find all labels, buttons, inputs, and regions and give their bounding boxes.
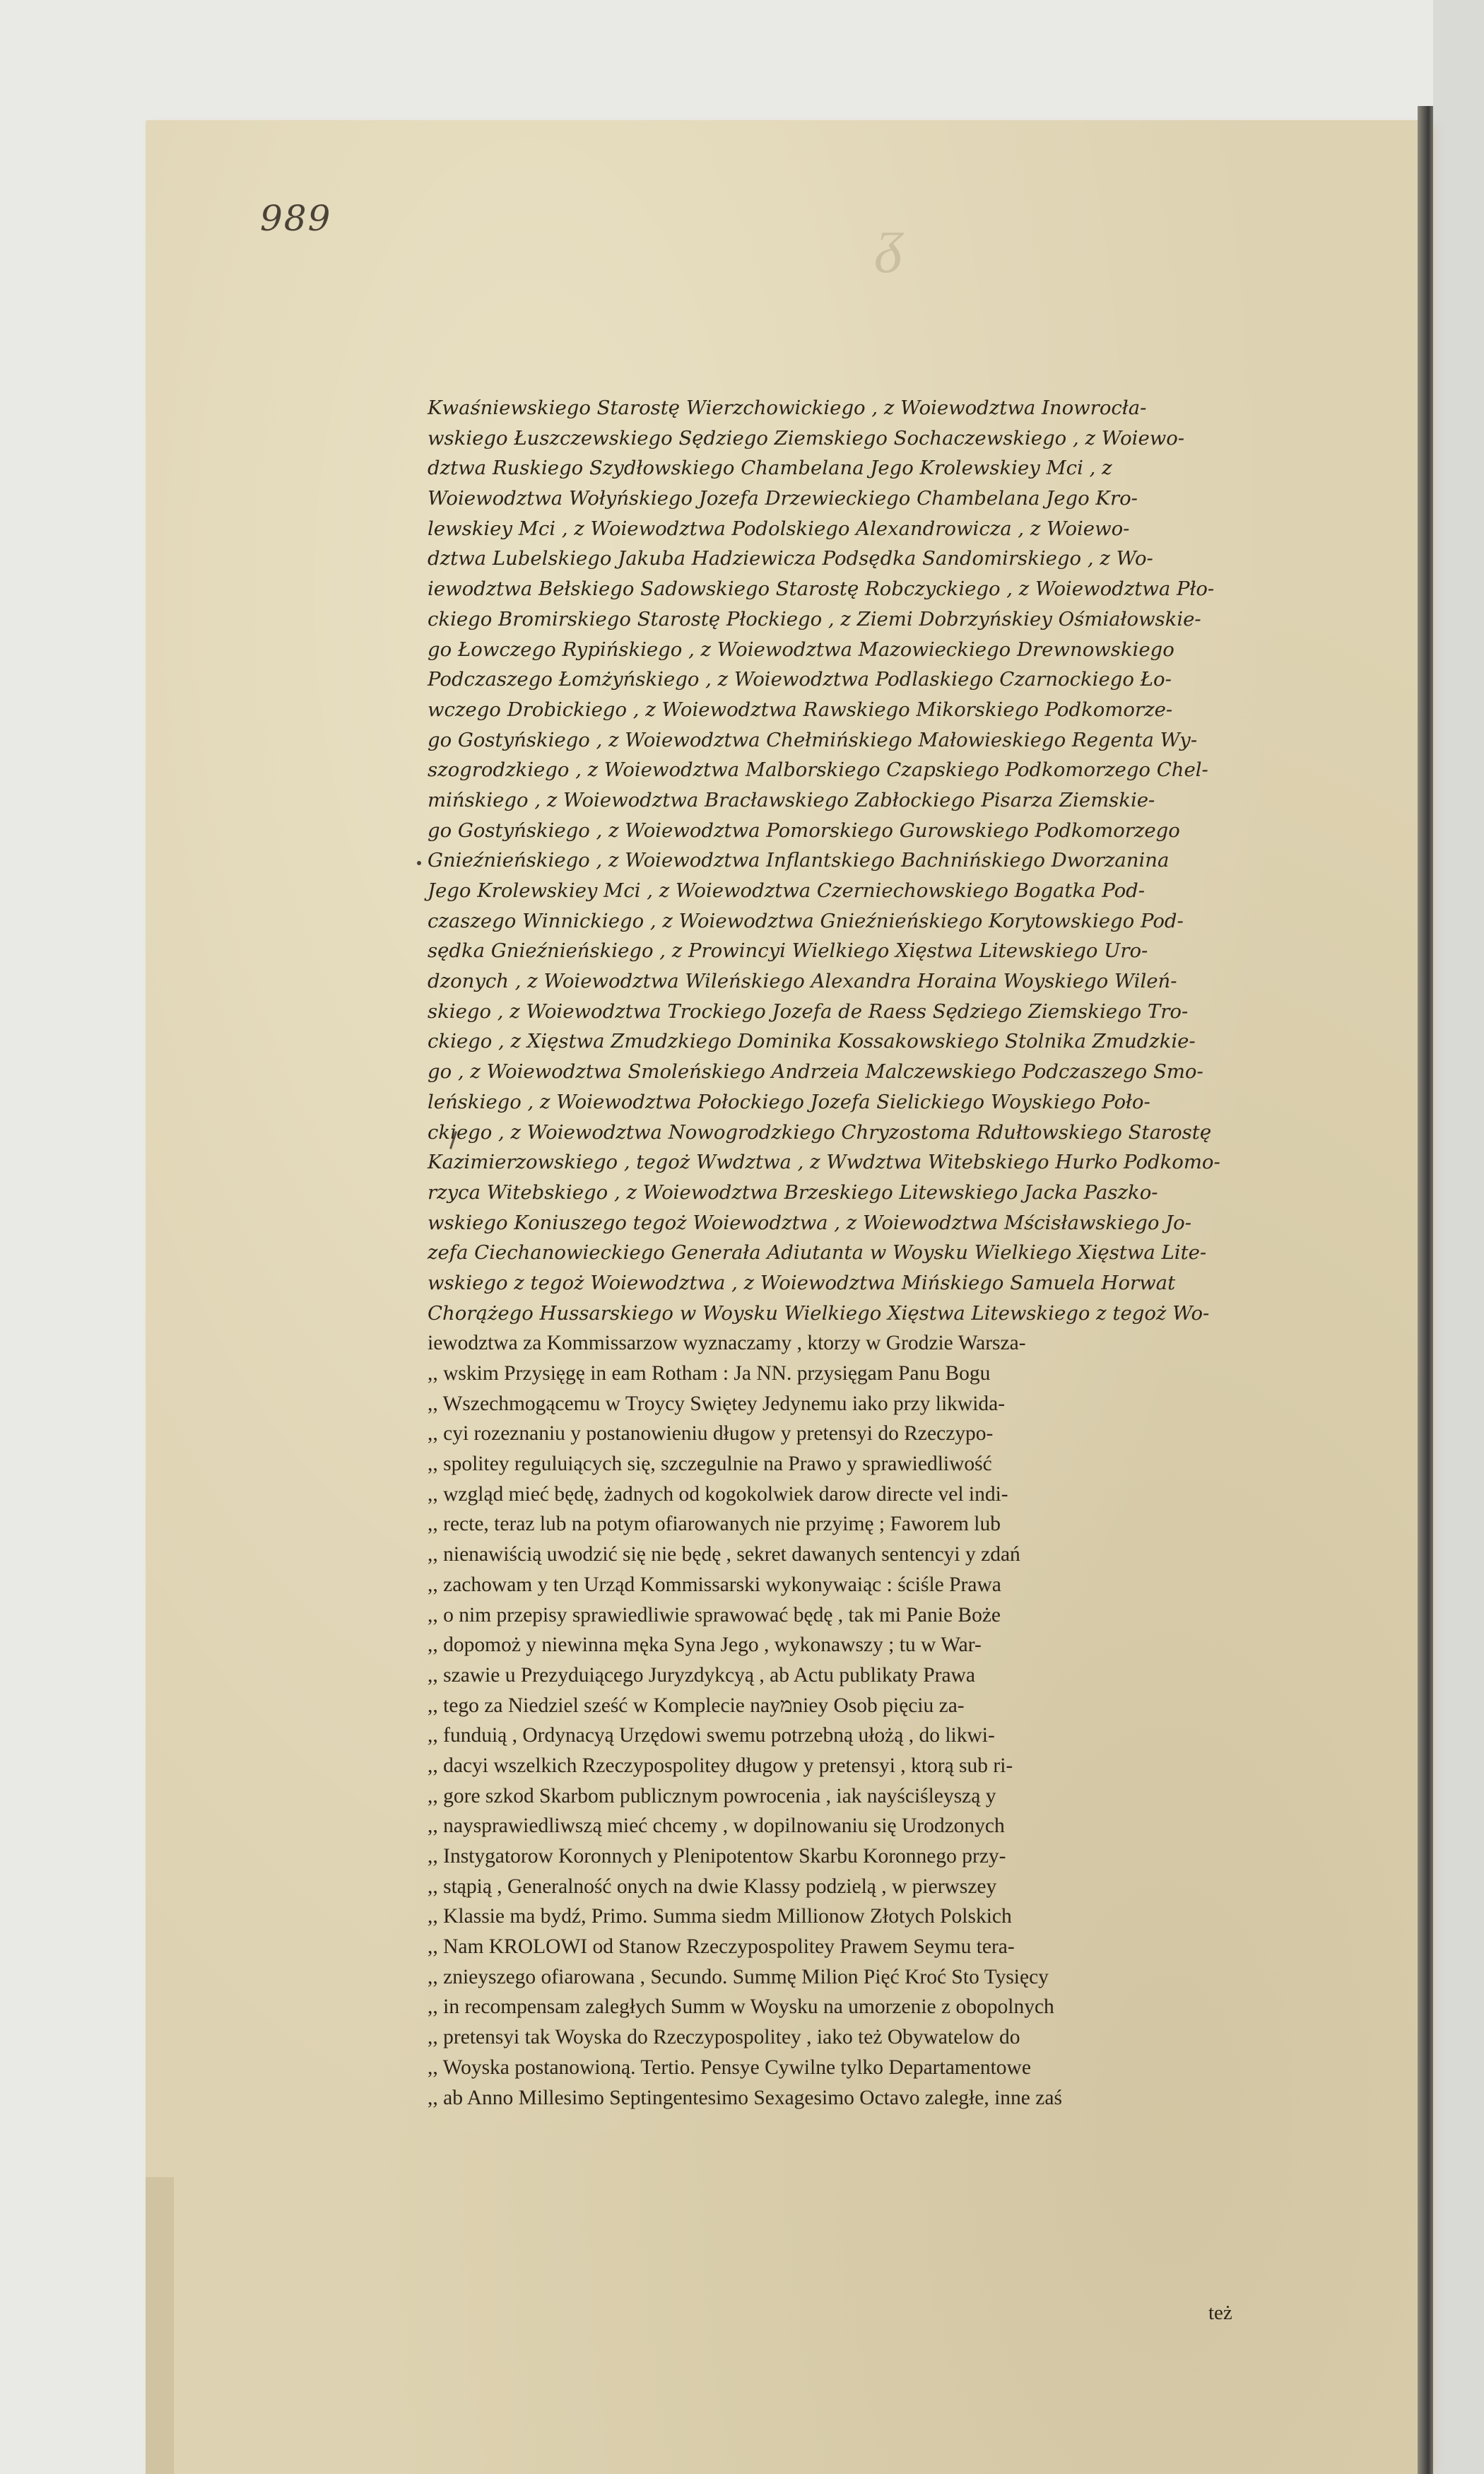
text-line: dztwa Lubelskiego Jakuba Hadziewicza Podsędka Sandomirskiego , z Wo- — [428, 547, 1153, 570]
text-line: mińskiego , z Woiewodztwa Bracławskiego Zabłockiego Pisarza Ziemskie- — [428, 788, 1155, 811]
text-line: wskiego z tegoż Woiewodztwa , z Woiewodztwa Mińskiego Samuela Horwat — [428, 1271, 1176, 1294]
text-line: Kwaśniewskiego Starostę Wierzchowickiego , z Woiewodztwa Inowrocła- — [428, 397, 1147, 419]
text-line: zefa Ciechanowieckiego Generała Adiutanta w Woysku Wielkiego Xięstwa Lite- — [428, 1241, 1207, 1265]
text-line: ,, szawie u Prezyduiącego Juryzdykcyą , ab Actu publikaty Prawa — [428, 1663, 975, 1687]
margin-dot — [417, 861, 421, 865]
text-line: ,, cyi rozeznaniu y postanowieniu długow y pretensyi do Rzeczypo- — [428, 1422, 994, 1446]
text-line: ,, funduią , Ordynacyą Urzędowi swemu potrzebną ułożą , do likwi- — [428, 1724, 995, 1747]
text-line: rzyca Witebskiego , z Woiewodztwa Brzeskiego Litewskiego Jacka Paszko- — [428, 1180, 1158, 1204]
bleed-through-mark: ᵹ — [876, 205, 905, 274]
text-line: ,, Nam KROLOWI od Stanow Rzeczypospolitey Prawem Seymu tera- — [428, 1935, 1015, 1959]
text-line: ckiego , z Xięstwa Zmudzkiego Dominika Kossakowskiego Stolnika Zmudzkie- — [428, 1030, 1196, 1053]
text-line: lewskiey Mci , z Woiewodztwa Podolskiego Alexandrowicza , z Woiewo- — [428, 517, 1130, 540]
text-line: ,, stąpią , Generalność onych na dwie Klassy podzielą , w pierwszey — [428, 1875, 997, 1898]
text-line: ,, o nim przepisy sprawiedliwie sprawować będę , tak mi Panie Boże — [428, 1603, 1001, 1626]
body-text — [428, 393, 1283, 2113]
text-line: Woiewodztwa Wołyńskiego Jozefa Drzewieckiego Chambelana Jego Kro- — [428, 487, 1138, 510]
text-line: ,, dopomoż y niewinna męka Syna Jego , wykonawszy ; tu w War- — [428, 1634, 982, 1657]
text-line: Gnieźnieńskiego , z Woiewodztwa Inflantskiego Bachnińskiego Dworzanina — [428, 849, 1170, 872]
text-line: ,, gore szkod Skarbom publicznym powrocenia , iak nayściśleyszą y — [428, 1784, 996, 1807]
text-line: ckiego , z Woiewodztwa Nowogrodzkiego Chryzostoma Rdułtowskiego Starostę — [428, 1120, 1212, 1144]
text-line: ,, ab Anno Millesimo Septingentesimo Sexagesimo Octavo zaległe, inne zaś — [428, 2086, 1062, 2109]
text-line: dztwa Ruskiego Szydłowskiego Chambelana Jego Krolewskiey Mci , z — [428, 457, 1112, 480]
text-line: dzonych , z Woiewodztwa Wileńskiego Alexandra Horaina Woyskiego Wileń- — [428, 970, 1177, 993]
text-line: ,, Woyska postanowioną. Tertio. Pensye Cywilne tylko Departamentowe — [428, 2056, 1031, 2079]
text-line: ,, znieyszego ofiarowana , Secundo. Summę Milion Pięć Kroć Sto Tysięcy — [428, 1965, 1049, 1988]
text-line: ,, Klassie ma bydź, Primo. Summa siedm Millionow Złotych Polskich — [428, 1905, 1012, 1928]
text-line: ,, naysprawiedliwszą mieć chcemy , w dopilnowaniu się Urodzonych — [428, 1815, 1005, 1838]
text-line: ,, dacyi wszelkich Rzeczypospolitey długow y pretensyi , ktorą sub ri- — [428, 1754, 1013, 1777]
text-line: skiego , z Woiewodztwa Trockiego Jozefa de Raess Sędziego Ziemskiego Tro- — [428, 999, 1189, 1023]
text-line: ,, zachowam y ten Urząd Kommissarski wykonywaiąc : ściśle Prawa — [428, 1573, 1001, 1596]
text-line: Podczaszego Łomżyńskiego , z Woiewodztwa Podlaskiego Czarnockiego Ło- — [428, 668, 1172, 691]
text-line: wskiego Koniuszego tegoż Woiewodztwa , z Woiewodztwa Mścisławskiego Jo- — [428, 1211, 1191, 1234]
text-line: ,, spolitey reguluiących się, szczegulnie na Prawo y sprawiedliwość — [428, 1453, 992, 1476]
text-line: go , z Woiewodztwa Smoleńskiego Andrzeia Malczewskiego Podczaszego Smo- — [428, 1060, 1203, 1084]
text-line: ,, Wszechmogącemu w Troycy Swiętey Jedynemu iako przy likwida- — [428, 1392, 1006, 1415]
text-line: Kazimierzowskiego , tegoż Wwdztwa , z Wwdztwa Witebskiego Hurko Podkomo- — [428, 1151, 1220, 1174]
text-line: ,, wzgląd mieć będę, żadnych od kogokolwiek darow directe vel indi- — [428, 1482, 1008, 1506]
catchword: też — [1208, 2302, 1232, 2324]
text-line: ,, in recompensam zaległych Summ w Woysku na umorzenie z obopolnych — [428, 1995, 1054, 2019]
text-line: ,, wskim Przysięgę in eam Rotham : Ja NN. przysięgam Panu Bogu — [428, 1362, 991, 1385]
text-line: iewodztwa za Kommissarzow wyznaczamy , ktorzy w Grodzie Warsza- — [428, 1332, 1026, 1355]
text-line: iewodztwa Bełskiego Sadowskiego Starostę Robczyckiego , z Woiewodztwa Pło- — [428, 578, 1215, 601]
scanner-margin-right — [1433, 0, 1484, 2474]
text-line: szogrodzkiego , z Woiewodztwa Malborskiego Czapskiego Podkomorzego Chel- — [428, 758, 1208, 782]
text-line: ckiego Bromirskiego Starostę Płockiego , z Ziemi Dobrzyńskiey Ośmiałowskie- — [428, 607, 1201, 631]
page-bottom-left-edge — [146, 2177, 174, 2474]
text-line: ,, recte, teraz lub na potym ofiarowanych nie przyimę ; Faworem lub — [428, 1513, 1001, 1536]
text-line: ,, Instygatorow Koronnych y Plenipotentow Skarbu Koronnego przy- — [428, 1845, 1006, 1868]
folio-number: 989 — [260, 198, 332, 239]
text-line: wskiego Łuszczewskiego Sędziego Ziemskiego Sochaczewskiego , z Woiewo- — [428, 426, 1185, 450]
text-line: ,, tego za Niedziel sześć w Komplecie nayמniey Osob pięciu za- — [428, 1694, 965, 1717]
text-line: wczego Drobickiego , z Woiewodztwa Rawskiego Mikorskiego Podkomorze- — [428, 698, 1173, 721]
text-line: go Gostyńskiego , z Woiewodztwa Pomorskiego Gurowskiego Podkomorzego — [428, 819, 1180, 842]
binding-edge — [1418, 106, 1433, 2474]
text-line: Chorążego Hussarskiego w Woysku Wielkiego Xięstwa Litewskiego z tegoż Wo- — [428, 1301, 1210, 1325]
text-line: ,, nienawiścią uwodzić się nie będę , sekret dawanych sentencyi y zdań — [428, 1543, 1020, 1566]
text-line: go Gostyńskiego , z Woiewodztwa Chełmińskiego Małowieskiego Regenta Wy- — [428, 728, 1198, 751]
text-line: czaszego Winnickiego , z Woiewodztwa Gnieźnieńskiego Korytowskiego Pod- — [428, 909, 1184, 932]
text-line: Jego Krolewskiey Mci , z Woiewodztwa Czerniechowskiego Bogatka Pod- — [428, 879, 1146, 902]
text-line: leńskiego , z Woiewodztwa Połockiego Jozefa Sielickiego Woyskiego Poło- — [428, 1090, 1150, 1113]
text-line: sędka Gnieźnieńskiego , z Prowincyi Wielkiego Xięstwa Litewskiego Uro- — [428, 939, 1148, 963]
text-line: go Łowczego Rypińskiego , z Woiewodztwa Mazowieckiego Drewnowskiego — [428, 638, 1174, 661]
text-line: ,, pretensyi tak Woyska do Rzeczypospolitey , iako też Obywatelow do — [428, 2026, 1020, 2049]
